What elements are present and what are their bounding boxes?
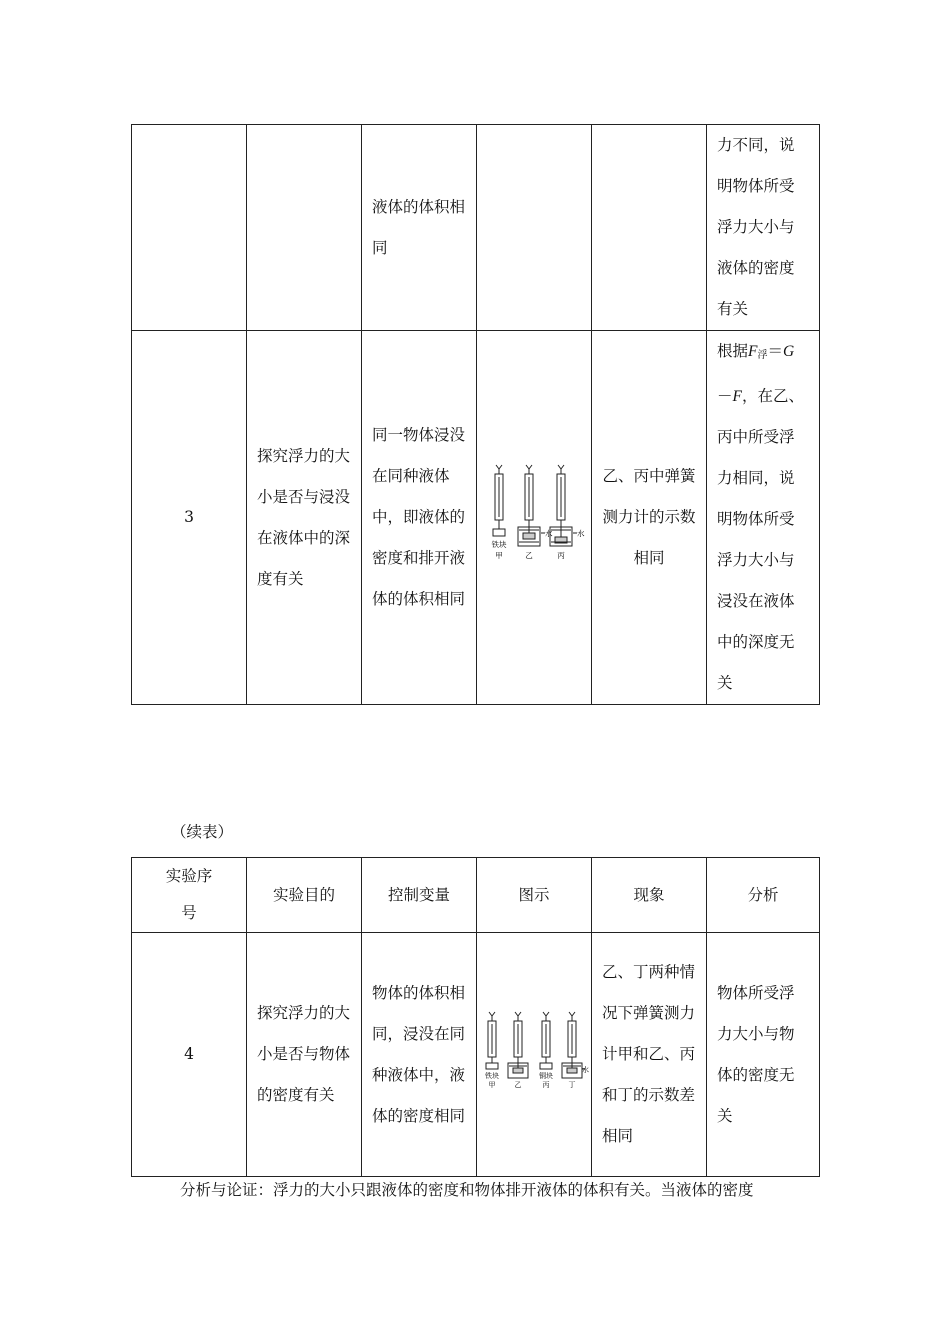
cell-figure [477, 331, 592, 705]
cell-control [362, 125, 477, 331]
symbol-f: F [732, 388, 742, 405]
cell-figure [477, 933, 592, 1177]
symbol-equals: ＝ [767, 342, 783, 360]
experiment-table-part2 [131, 857, 820, 1177]
table-header-row [132, 858, 820, 933]
analysis-rest: ，在乙、丙中所受浮力相同，说明物体所受浮力大小与浸没在液体中的深度无关 [717, 387, 804, 692]
analysis-prefix: 根据 [717, 342, 749, 360]
cell-no [132, 933, 247, 1177]
cell-figure [477, 125, 592, 331]
cell-purpose [247, 933, 362, 1177]
purpose-text: 探究浮力的大小是否与物体的密度有关 [257, 1004, 351, 1104]
header-purpose: 实验目的 [247, 858, 362, 933]
table-row [132, 331, 820, 705]
symbol-minus: － [717, 387, 733, 405]
spring-scale-figure-4 [478, 1010, 590, 1100]
cell-control [362, 331, 477, 705]
header-figure: 图示 [477, 858, 592, 933]
table-caption: （续表） [171, 823, 234, 841]
phenomenon-text: 乙、丙中弹簧测力计的示数相同 [602, 467, 696, 567]
cell-purpose [247, 331, 362, 705]
experiment-number: 4 [184, 1045, 194, 1063]
table-row [132, 125, 820, 331]
analysis-text: 力不同，说明物体所受浮力大小与液体的密度有关 [717, 136, 795, 318]
control-text: 同一物体浸没在同种液体中，即液体的密度和排开液体的体积相同 [372, 426, 466, 608]
analysis-text [717, 342, 804, 692]
cell-analysis [707, 331, 820, 705]
label-copper-block: 铜块 [539, 1071, 553, 1080]
label-water: 水 [582, 1065, 589, 1074]
cell-phenomenon [592, 331, 707, 705]
symbol-g: G [783, 343, 795, 360]
header-no: 实验序号 [132, 858, 247, 933]
control-text: 液体的体积相同 [372, 197, 466, 257]
control-text: 物体的体积相同，浸没在同种液体中，液体的密度相同 [372, 983, 466, 1125]
cell-purpose [247, 125, 362, 331]
symbol-f: F [748, 343, 758, 360]
experiment-number: 3 [184, 508, 194, 526]
header-analysis: 分析 [707, 858, 820, 933]
label-water: 水 [577, 528, 585, 538]
cell-no [132, 331, 247, 705]
cell-analysis [707, 125, 820, 331]
purpose-text: 探究浮力的大小是否与浸没在液体中的深度有关 [257, 446, 351, 588]
label-jia: 甲 [488, 1080, 496, 1089]
header-control: 控制变量 [362, 858, 477, 933]
phenomenon-text: 乙、丁两种情况下弹簧测力计甲和乙、丙和丁的示数差相同 [602, 963, 696, 1145]
label-iron-block: 铁块 [491, 539, 507, 549]
label-jia: 甲 [495, 550, 503, 560]
table-row [132, 933, 820, 1177]
cell-control [362, 933, 477, 1177]
spring-scale-figure-3 [479, 463, 589, 573]
subscript-fu: 浮 [757, 350, 768, 361]
label-bing: 丙 [542, 1080, 550, 1089]
cell-phenomenon [592, 125, 707, 331]
label-bing: 丙 [557, 550, 565, 560]
header-phenomenon: 现象 [592, 858, 707, 933]
label-iron-block: 铁块 [485, 1071, 499, 1080]
label-ding: 丁 [568, 1080, 576, 1089]
experiment-table-part1 [131, 124, 820, 705]
label-water: 水 [545, 528, 553, 538]
analysis-paragraph: 分析与论证：浮力的大小只跟液体的密度和物体排开液体的体积有关。当液体的密度 [180, 1181, 754, 1199]
cell-no [132, 125, 247, 331]
analysis-text: 物体所受浮力大小与物体的密度无关 [717, 983, 795, 1125]
label-yi: 乙 [525, 550, 533, 560]
cell-phenomenon [592, 933, 707, 1177]
cell-analysis [707, 933, 820, 1177]
label-yi: 乙 [514, 1080, 522, 1089]
